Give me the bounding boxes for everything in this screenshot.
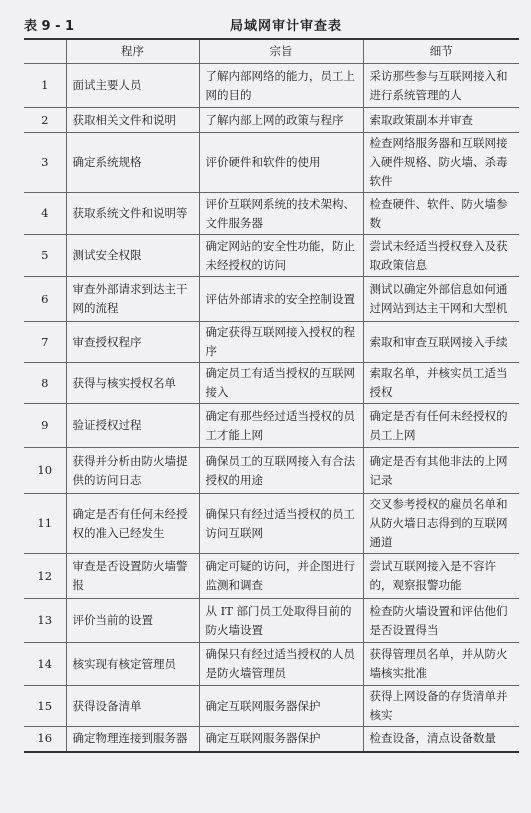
- table-row: [24, 193, 519, 235]
- table-header-row: [24, 39, 519, 64]
- column-header-index: [24, 39, 66, 64]
- table-row: [24, 494, 519, 554]
- purpose-cell: 确保员工的互联网接入有合法授权的用途: [199, 448, 363, 494]
- procedure-cell: 审查是否设置防火墙警报: [66, 554, 199, 599]
- purpose-cell: 了解内部网络的能力，员工上网的目的: [199, 64, 363, 108]
- row-number-cell: 12: [24, 554, 66, 599]
- table-row: [24, 235, 519, 277]
- details-cell: 索取和审查互联网接入手续: [363, 322, 519, 363]
- row-number-cell: 3: [24, 133, 66, 193]
- row-number-cell: 16: [24, 727, 66, 752]
- details-cell: 索取政策副本并审查: [363, 108, 519, 133]
- row-number-cell: 4: [24, 193, 66, 235]
- purpose-cell: 评价互联网系统的技术架构、文件服务器: [199, 193, 363, 235]
- procedure-cell: 获取系统文件和说明等: [66, 193, 199, 235]
- purpose-cell: 确定互联网服务器保护: [199, 686, 363, 727]
- column-header-procedure: 程序: [66, 39, 199, 64]
- procedure-cell: 获得设备清单: [66, 686, 199, 727]
- table-caption: [24, 8, 519, 38]
- procedure-cell: 验证授权过程: [66, 404, 199, 448]
- purpose-cell: 从 IT 部门员工处取得目前的防火墙设置: [199, 599, 363, 643]
- details-cell: 尝试互联网接入是不容许的，观察报警功能: [363, 554, 519, 599]
- row-number-cell: 11: [24, 494, 66, 554]
- procedure-cell: 审查授权程序: [66, 322, 199, 363]
- row-number-cell: 1: [24, 64, 66, 108]
- purpose-cell: 确定互联网服务器保护: [199, 727, 363, 752]
- details-cell: 采访那些参与互联网接入和进行系统管理的人: [363, 64, 519, 108]
- table-row: [24, 363, 519, 404]
- procedure-cell: 获取相关文件和说明: [66, 108, 199, 133]
- table-row: [24, 404, 519, 448]
- details-cell: 测试以确定外部信息如何通过网站到达主干网和大型机: [363, 277, 519, 322]
- table-row: [24, 448, 519, 494]
- purpose-cell: 确定有那些经过适当授权的员工才能上网: [199, 404, 363, 448]
- table-row: [24, 727, 519, 752]
- purpose-cell: 评估外部请求的安全控制设置: [199, 277, 363, 322]
- table-row: [24, 554, 519, 599]
- row-number-cell: 9: [24, 404, 66, 448]
- purpose-cell: 确定网站的安全性功能，防止未经授权的访问: [199, 235, 363, 277]
- details-cell: 获得管理员名单，并从防火墙核实批准: [363, 643, 519, 686]
- purpose-cell: 了解内部上网的政策与程序: [199, 108, 363, 133]
- audit-checklist-table: [24, 38, 519, 753]
- purpose-cell: 确保只有经过适当授权的员工访问互联网: [199, 494, 363, 554]
- row-number-cell: 5: [24, 235, 66, 277]
- details-cell: 检查网络服务器和互联网接入硬件规格、防火墙、杀毒软件: [363, 133, 519, 193]
- details-cell: 尝试未经适当授权登入及获取政策信息: [363, 235, 519, 277]
- row-number-cell: 14: [24, 643, 66, 686]
- details-cell: 检查设备，清点设备数量: [363, 727, 519, 752]
- procedure-cell: 测试安全权限: [66, 235, 199, 277]
- procedure-cell: 确定是否有任何未经授权的准入已经发生: [66, 494, 199, 554]
- row-number-cell: 8: [24, 363, 66, 404]
- column-header-details: 细节: [363, 39, 519, 64]
- purpose-cell: 确定可疑的访问，并企图进行监测和调查: [199, 554, 363, 599]
- details-cell: 确定是否有其他非法的上网记录: [363, 448, 519, 494]
- procedure-cell: 评价当前的设置: [66, 599, 199, 643]
- table-row: [24, 643, 519, 686]
- details-cell: 检查硬件、软件、防火墙参数: [363, 193, 519, 235]
- table-number: 表 9 - 1: [24, 19, 75, 34]
- row-number-cell: 2: [24, 108, 66, 133]
- procedure-cell: 确定物理连接到服务器: [66, 727, 199, 752]
- purpose-cell: 评价硬件和软件的使用: [199, 133, 363, 193]
- row-number-cell: 15: [24, 686, 66, 727]
- procedure-cell: 获得并分析由防火墙提供的访问日志: [66, 448, 199, 494]
- purpose-cell: 确定获得互联网接入授权的程序: [199, 322, 363, 363]
- row-number-cell: 7: [24, 322, 66, 363]
- procedure-cell: 核实现有核定管理员: [66, 643, 199, 686]
- table-row: [24, 599, 519, 643]
- table-row: [24, 277, 519, 322]
- purpose-cell: 确定员工有适当授权的互联网接入: [199, 363, 363, 404]
- document-page: [24, 8, 519, 753]
- details-cell: 交叉参考授权的雇员名单和从防火墙日志得到的互联网通道: [363, 494, 519, 554]
- row-number-cell: 13: [24, 599, 66, 643]
- table-row: [24, 108, 519, 133]
- details-cell: 获得上网设备的存货清单并核实: [363, 686, 519, 727]
- procedure-cell: 确定系统规格: [66, 133, 199, 193]
- procedure-cell: 审查外部请求到达主干网的流程: [66, 277, 199, 322]
- table-row: [24, 322, 519, 363]
- procedure-cell: 面试主要人员: [66, 64, 199, 108]
- table-row: [24, 64, 519, 108]
- details-cell: 索取名单，并核实员工适当授权: [363, 363, 519, 404]
- table-title: 局域网审计审查表: [230, 19, 343, 34]
- row-number-cell: 6: [24, 277, 66, 322]
- row-number-cell: 10: [24, 448, 66, 494]
- details-cell: 检查防火墙设置和评估他们是否设置得当: [363, 599, 519, 643]
- table-row: [24, 686, 519, 727]
- details-cell: 确定是否有任何未经授权的员工上网: [363, 404, 519, 448]
- purpose-cell: 确保只有经过适当授权的人员是防火墙管理员: [199, 643, 363, 686]
- procedure-cell: 获得与核实授权名单: [66, 363, 199, 404]
- table-row: [24, 133, 519, 193]
- column-header-purpose: 宗旨: [199, 39, 363, 64]
